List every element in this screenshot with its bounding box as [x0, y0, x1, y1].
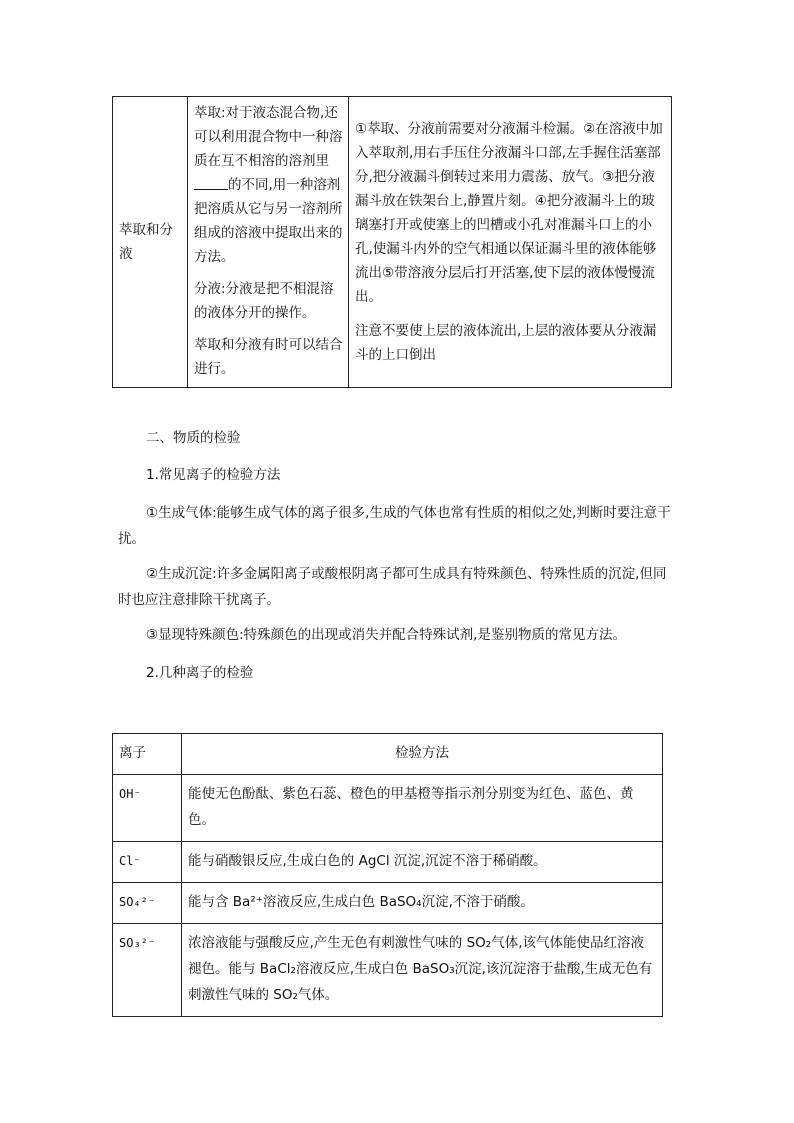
method-cell: 能使无色酚酞、紫色石蕊、橙色的甲基橙等指示剂分别变为红色、蓝色、黄色。 [182, 775, 663, 842]
point-precipitate: ②生成沉淀:许多金属阳离子或酸根阴离子都可生成具有特殊颜色、特殊性质的沉淀,但同时也应注意排除干扰离子。 [118, 566, 667, 608]
notes-cell [349, 97, 672, 388]
point-color: ③显现特殊颜色:特殊颜色的出现或消失并配合特殊试剂,是鉴别物质的常见方法。 [146, 627, 626, 643]
notes-caution: 注意不要使上层的液体流出,上层的液体要从分液漏斗的上口倒出 [355, 323, 657, 363]
method-cell: 能与含 Ba²⁺溶液反应,生成白色 BaSO₄沉淀,不溶于硝酸。 [182, 883, 663, 924]
ion-cell: SO₄²⁻ [113, 883, 182, 924]
subsection-2-heading: 2.几种离子的检验 [146, 665, 254, 681]
subsection-1-heading: 1.常见离子的检验方法 [146, 467, 281, 483]
table-row [113, 842, 663, 883]
table-row [113, 883, 663, 924]
method-label: 萃取和分液 [119, 222, 173, 262]
method-cell: 能与硝酸银反应,生成白色的 AgCl 沉淀,沉淀不溶于稀硝酸。 [182, 842, 663, 883]
table-row [113, 924, 663, 1017]
principle-extraction: 萃取:对于液态混合物,还可以利用混合物中一种溶质在互不相溶的溶剂里的不同,用一种溶剂把溶质从它与另一溶剂所组成的溶液中提取出来的方法。 [194, 105, 343, 265]
ion-cell: OH⁻ [113, 775, 182, 842]
method-label-cell [113, 97, 188, 388]
table-header-row [113, 734, 663, 775]
ion-cell: SO₃²⁻ [113, 924, 182, 1017]
ion-test-table [112, 733, 663, 1017]
section-heading: 二、物质的检验 [146, 430, 241, 446]
col-ion-header: 离子 [113, 734, 182, 775]
point-gas: ①生成气体:能够生成气体的离子很多,生成的气体也常有性质的相似之处,判断时要注意干扰。 [118, 505, 671, 547]
principle-combined: 萃取和分液有时可以结合进行。 [194, 337, 343, 377]
extraction-table [112, 96, 672, 388]
table-row [113, 775, 663, 842]
notes-steps: ①萃取、分液前需要对分液漏斗检漏。②在溶液中加入萃取剂,用右手压住分液漏斗口部,左手握住活塞部分,把分液漏斗倒转过来用力震荡、放气。③把分液漏斗放在铁架台上,静置片刻。④把分液漏斗上的玻璃塞打开或使塞上的凹槽或小孔对准漏斗口上的小孔,使漏斗内外的空气相通以保证漏斗里的液体能够流出⑤带溶液分层后打开活塞,使下层的液体慢慢流出。 [355, 121, 663, 305]
principle-cell [188, 97, 349, 388]
ion-cell: Cl⁻ [113, 842, 182, 883]
method-cell: 浓溶液能与强酸反应,产生无色有刺激性气味的 SO₂气体,该气体能使品红溶液褪色。能与 BaCl₂溶液反应,生成白色 BaSO₃沉淀,该沉淀溶于盐酸,生成无色有刺激性气味的 SO₂气体。 [182, 924, 663, 1017]
col-method-header: 检验方法 [182, 734, 663, 775]
principle-separation: 分液:分液是把不相混溶的液体分开的操作。 [194, 281, 334, 321]
fill-blank [194, 175, 228, 190]
